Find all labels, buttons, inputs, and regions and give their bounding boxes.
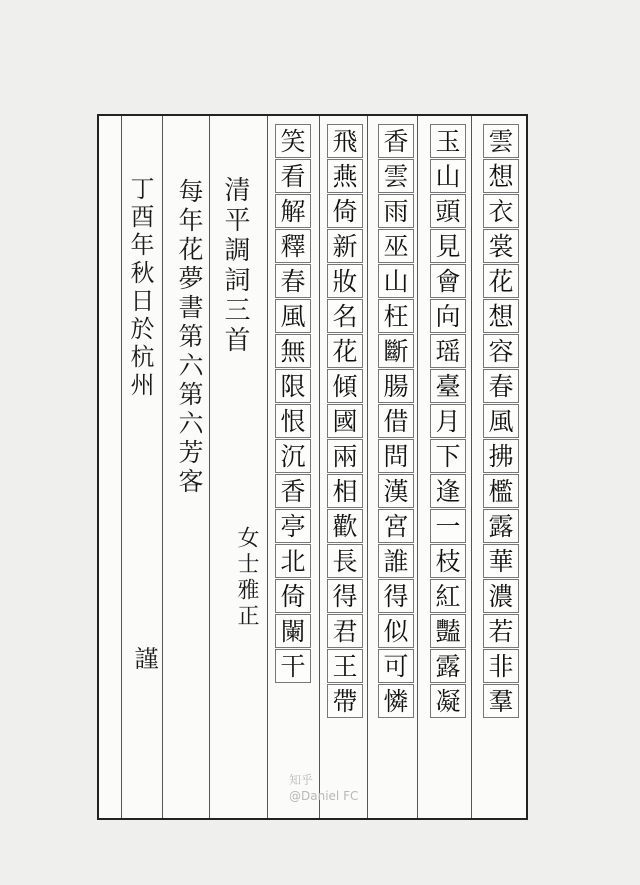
poem-character: 臺 bbox=[430, 369, 466, 403]
poem-character: 北 bbox=[275, 544, 311, 578]
watermark bbox=[289, 772, 358, 804]
poem-character: 檻 bbox=[483, 474, 519, 508]
poem-character: 長 bbox=[327, 544, 363, 578]
poem-character: 想 bbox=[483, 299, 519, 333]
poem-column-1 bbox=[477, 124, 525, 719]
poem-character: 可 bbox=[378, 649, 414, 683]
poem-character: 紅 bbox=[430, 579, 466, 613]
poem-character: 斷 bbox=[378, 334, 414, 368]
poem-character: 豔 bbox=[430, 614, 466, 648]
poem-character: 會 bbox=[430, 264, 466, 298]
poem-character: 山 bbox=[430, 159, 466, 193]
poem-character: 誰 bbox=[378, 544, 414, 578]
poem-character: 非 bbox=[483, 649, 519, 683]
poem-character: 無 bbox=[275, 334, 311, 368]
poem-character: 亭 bbox=[275, 509, 311, 543]
poem-character: 宮 bbox=[378, 509, 414, 543]
poem-column-4 bbox=[321, 124, 369, 719]
watermark-site: 知乎 bbox=[289, 773, 314, 787]
poem-character: 衣 bbox=[483, 194, 519, 228]
poem-character: 腸 bbox=[378, 369, 414, 403]
poem-character: 風 bbox=[275, 299, 311, 333]
poem-character: 歡 bbox=[327, 509, 363, 543]
poem-character: 春 bbox=[275, 264, 311, 298]
poem-character: 逢 bbox=[430, 474, 466, 508]
poem-character: 露 bbox=[483, 509, 519, 543]
poem-character: 瑶 bbox=[430, 334, 466, 368]
signature: 謹 bbox=[130, 646, 158, 674]
column-rule bbox=[121, 116, 122, 818]
poem-character: 華 bbox=[483, 544, 519, 578]
poem-character: 倚 bbox=[275, 579, 311, 613]
poem-character: 凝 bbox=[430, 684, 466, 718]
poem-character: 玉 bbox=[430, 124, 466, 158]
poem-character: 借 bbox=[378, 404, 414, 438]
poem-character: 一 bbox=[430, 509, 466, 543]
poem-character: 枉 bbox=[378, 299, 414, 333]
poem-character: 國 bbox=[327, 404, 363, 438]
poem-character: 見 bbox=[430, 229, 466, 263]
poem-character: 花 bbox=[327, 334, 363, 368]
watermark-handle: @Daniel FC bbox=[289, 789, 359, 803]
poem-character: 巫 bbox=[378, 229, 414, 263]
inscription-line1: 每年花夢書第六第六芳客 bbox=[175, 178, 204, 497]
poem-character: 春 bbox=[483, 369, 519, 403]
poem-character: 羣 bbox=[483, 684, 519, 718]
poem-character: 香 bbox=[275, 474, 311, 508]
poem-column-3 bbox=[372, 124, 420, 719]
poem-character: 釋 bbox=[275, 229, 311, 263]
inscription-dedication: 女士雅正 bbox=[234, 526, 259, 630]
poem-character: 解 bbox=[275, 194, 311, 228]
poem-character: 傾 bbox=[327, 369, 363, 403]
poem-character: 問 bbox=[378, 439, 414, 473]
poem-character: 雲 bbox=[483, 124, 519, 158]
poem-character: 月 bbox=[430, 404, 466, 438]
poem-character: 頭 bbox=[430, 194, 466, 228]
column-rule bbox=[319, 116, 320, 818]
poem-character: 相 bbox=[327, 474, 363, 508]
poem-character: 新 bbox=[327, 229, 363, 263]
poem-character: 露 bbox=[430, 649, 466, 683]
poem-character: 看 bbox=[275, 159, 311, 193]
poem-character: 飛 bbox=[327, 124, 363, 158]
poem-character: 若 bbox=[483, 614, 519, 648]
poem-character: 花 bbox=[483, 264, 519, 298]
poem-character: 裳 bbox=[483, 229, 519, 263]
poem-character: 枝 bbox=[430, 544, 466, 578]
poem-character: 名 bbox=[327, 299, 363, 333]
poem-character: 兩 bbox=[327, 439, 363, 473]
poem-column-2 bbox=[424, 124, 472, 719]
poem-character: 得 bbox=[327, 579, 363, 613]
poem-character: 雨 bbox=[378, 194, 414, 228]
poem-character: 燕 bbox=[327, 159, 363, 193]
poem-character: 拂 bbox=[483, 439, 519, 473]
poem-character: 闌 bbox=[275, 614, 311, 648]
inscription-title: 清平調詞三首 bbox=[220, 176, 250, 356]
poem-character: 王 bbox=[327, 649, 363, 683]
inscription-line2: 丁酉年秋日於杭州 bbox=[126, 176, 154, 400]
poem-character: 雲 bbox=[378, 159, 414, 193]
poem-column-5 bbox=[269, 124, 317, 684]
poem-character: 笑 bbox=[275, 124, 311, 158]
poem-character: 香 bbox=[378, 124, 414, 158]
poem-character: 得 bbox=[378, 579, 414, 613]
poem-character: 向 bbox=[430, 299, 466, 333]
poem-character: 想 bbox=[483, 159, 519, 193]
column-rule bbox=[209, 116, 210, 818]
poem-character: 恨 bbox=[275, 404, 311, 438]
poem-character: 沉 bbox=[275, 439, 311, 473]
poem-character: 限 bbox=[275, 369, 311, 403]
poem-character: 漢 bbox=[378, 474, 414, 508]
poem-character: 倚 bbox=[327, 194, 363, 228]
poem-character: 君 bbox=[327, 614, 363, 648]
calligraphy-sheet bbox=[97, 114, 528, 820]
poem-character: 下 bbox=[430, 439, 466, 473]
poem-character: 容 bbox=[483, 334, 519, 368]
poem-character: 似 bbox=[378, 614, 414, 648]
poem-character: 山 bbox=[378, 264, 414, 298]
poem-character: 妝 bbox=[327, 264, 363, 298]
poem-character: 風 bbox=[483, 404, 519, 438]
column-rule bbox=[267, 116, 268, 818]
poem-character: 濃 bbox=[483, 579, 519, 613]
column-rule bbox=[162, 116, 163, 818]
poem-character: 干 bbox=[275, 649, 311, 683]
poem-character: 帶 bbox=[327, 684, 363, 718]
poem-character: 憐 bbox=[378, 684, 414, 718]
